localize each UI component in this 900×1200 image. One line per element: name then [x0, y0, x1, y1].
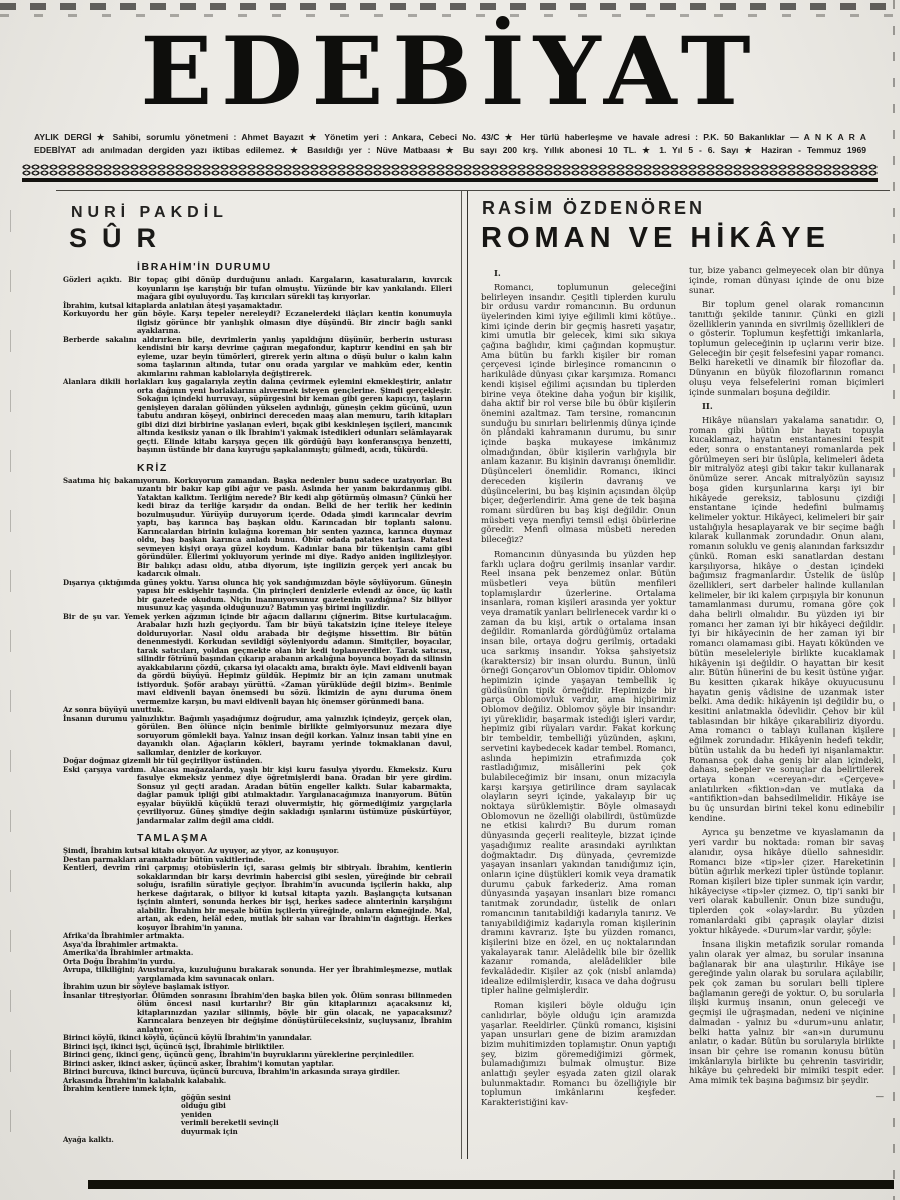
- right-article-title: ROMAN VE HİKÂYE: [481, 222, 830, 255]
- section-heading: İBRAHİM'İN DURUMU: [137, 261, 272, 274]
- paragraph: İbrahim uzun bir söyleve başlamak istiyor.: [63, 982, 230, 992]
- paragraph: İbrahim kentlere inmek için,: [63, 1084, 177, 1094]
- scan-top-edge-marks: [0, 3, 900, 10]
- paragraph: Orta Doğu İbrahim'in yurdu.: [63, 956, 176, 966]
- paragraph: Korkuyordu her gün böyle. Karşı tepeler nereleydi? Eczanelerdeki ilâçları kentin konumuyla ilgisiz görünce bir yanlışlık olmasın diye düşündü. Bir zincir bağlı sanki ayaklarına.: [63, 309, 452, 336]
- paragraph: Bir de şu var. Yemek yerken ağzımın içinde bir ağacın dallarını çiğnerim. Bitse kurtulacağım. Arabalar hızlı hızlı geçiyordu. Tam bir büyü takatsizin içine iteleye iteleye dolduruyorlar. Nasıl oldu arabada bir değişme hissettim. Bir bütün denenmesiydi. Korkudan sevildiği söyleniyordu adamın. Simitçiler, boyacılar, tarak satıcıları, yoldan geçmekte olan bir kedi toplanıverdiler. Tarak satıcısı, silindir fötrünü başından çıkarıp arabanın arkalığına boyunca boyadı da silinsin ayakkabılarını çözdü, çıkarsa iyi olacaktı ama, bıraktı öyle. Mavi eldivenli bayan da gördü büyüyü. Hepimiz güldük. Hepimiz bir an için zamanı unutmak istiyorduk. Şoför arabayı yürüttü. «Zaman yürüklüde değil bizim». Benimle mavi eldivenli bayan önemsedi bu sözü. İkimizin de aynı duruma önem vermemize karşın, bu mavi eldivenli bayan hiç önemser görünmedi bana.: [63, 611, 452, 706]
- paragraph: İnsanlar titreşiyorlar. Ölümden sonrasını İbrahim'den başka bilen yok. Ölüm sonrası bilinmeden ölüm öncesi nasıl kurtarılır? Bir gün kitaplarınızı açacaksınız ki, kitaplarınızdan yazılar silinmiş, böyle bir gün olacak, ne yapacaksınız? Karıncalara benzeyen bir değişime dönüştürüleceksiniz, suçluysanız, İbrahim anlatıyor.: [63, 990, 452, 1034]
- paragraph: Romancının dünyasında bu yüzden hep farklı uçlara doğru gerilmiş insanlar vardır. Reel insana pek benzemez onlar. Bütün müsbetleri veya bütün menfileri toplamışlardır üzerlerine. Ortalama insanlara, roman kişileri arasında yer yoktur veya dramatik yanları belirlenecek vardır ki o zaman da bu kişi, artık o ortalama insan değildir. Romanlarda gördüğümüz ortalama insan bile, ortaya doğru gerilmiş, ortadaki uca sarkmış insandır. Yoksa şahsiyetsiz (karaktersiz) bir insan olurdu. Bunun, ünlü örneği Gonçarov'un Oblomov tipidir. Oblomov hepimizin içinde yaşayan tembellik iç güdüsünün tipik örneğidir. Hepimizde bir parça Oblomovluk vardır, ama hiçbirimiz Oblomov değiliz. Oblomov şöyle bir insandır: iyi yüreklidir, başarmak istediği işleri vardır, hepimiz gibi rüyaları vardır. Fakat korkunç bir tembeldir, tembelliği yüzünden, aşkını, servetini kaybedecek kadar tembel. Romancı, aslında hepimizin etrafımızda çok rastladığımız, misâllerini pek çok bulabileceğimiz bir insanı, onun mizacıyla karşı karşıya getirilince dram sayılacak olayların seyri içinde, yakalayıp bir uç noktaya sürüklemiştir. Böyle olmasaydı Oblomovun ne özelliği olabilirdi, üstümüzde ne etkisi kalırdı? Bu durum roman dünyasında geçerli realiteyle, bizzat içinde yaşadığımız realite arasındaki ayrılıktan doğmaktadır. Dış dünyada, çevremizde yaşayan insanları yakından tanıdığımız için, onların içine düştükleri komik veya dramatik durumu çabuk farkederiz. Ama roman dünyasında yaşayan insanları bize romancı tanıtmak zorundadır, üstelik de onları romancının tanıtabildiği kadarıyla tanırız. Ve tanıyabildiğimiz kadarıyla roman kişilerinin dramını kavrarız. İşte bu yüzden romancı, kişilerini bize en özel, en uç noktalarından yakalayarak tanır. Alelâdelik bile bir özellik kazanır romanda, alelâdelikler bile fevkalâdedir. Kişiler az çok (nisbî anlamda) idealize edilmişlerdir, kısaca ve daha doğrusu tipler haline gelmişlerdir.: [481, 548, 676, 996]
- paragraph: Saatıma hiç bakamıyorum. Korkuyorum zamandan. Başka nedenler bunu sadece uzatıyorlar. Bu uzantı bir bakır kap gibi ağır ve paslı. Aslında her yanım bakırdanmış gibi. Yataktan kalktım. Terliğim nerede? Bir kedi alıp götürmüş olmasın? Çünkü her kedi biraz da terliğe karşıdır da ondan. Belki de her terlik her kedinin bozulmuşudur. Yürüyüp duruyorum içerde. Odada şimdi karıncalar devrim yaptı, baş karınca baş başkan oldu. Karıncadan bir toplantı salonu. Karıncalardan birinin kulağına koreman bir senten yazınca, karınca duymaz oldu, baş başkan karınca anladı bunu. Öbür odada patates tarlası. Patatesi sevmeyen kişiyi oraya güzel koydum. Kadınlar bana bir tükenişin camı gibi göründüler. Ellerimi yokluyorum yerinde mi diye. Radyo aniden ingilizleşiyor. Bir balıkçı adası oldu, atıba diyorum, işte ingilizin gerçek yeri ancak bu kadarcık olmalı.: [63, 475, 452, 579]
- right-article-author: RASİM ÖZDENÖREN: [482, 198, 706, 219]
- right-article-col2: [689, 266, 884, 1146]
- right-article-col1: [481, 266, 676, 1146]
- paragraph: Alanlara dikili horlakları kuş gagalarıyla zeytin dalına çevirmek eylemini ekmekleştirir, anlatır orta dağının yeni horlaklarını alıvermek isteyen gençlerine. Şimdi gerçekleşir. Sokağın içindeki hurruvayı, süpürgesini bir keman gibi geren kapıcıyı, taşların genişleyen daralan gölünden yükselen aydınlığı, güneşin çekim gücünü, uzun tabutu andıran köşeyi, onbirinci dereceden maaş alan memuru, tarih kitapları gibi dizi dizi birbirine yaslanan evleri, bıçak gibi keskinleşen işçileri, mancınık altında kesiksiz yanan o ilk İbrahim'i yakmak istedikleri odunları selâmlayarak geçti. Elinde kitabı karşıya geçen ilk gördüğü bayı konferansçıya benzetti, başının üstünde bir dana kuyruğu şapkalanmıştı; gülmedi, acıdı, tükürdü.: [63, 377, 452, 455]
- paragraph: Destan parmakları aramaktadır bütün vakitlerinde.: [63, 854, 266, 864]
- paragraph: tur, bize yabancı gelmeyecek olan bir dünya içinde, roman dünyası içinde de onu bize sunar.: [689, 266, 884, 295]
- chain-border-ornament: [22, 164, 878, 176]
- paragraph: Bir toplum genel olarak romancının tanıttığı şekilde tanınır. Çünki en gizli özelliklerin yanında en sivrilmiş özellikleri de o gösterir. Toplumun keşfettiği imkanlarla, toplumun geleceğinin ip uçlarını verir bize. Geleceğin bir çeşit felsefesini yapar romancı. Belki hareketli ve dinamik bir filozoflar da. Dünyanın en büyük filozoflarının romancı oluşu veya felsefelerini roman biçimleri içinde sunmaları boşuna değildir.: [689, 299, 884, 397]
- scan-top-edge-marks-2: [0, 14, 900, 17]
- paragraph: Berberde sakalını aldırırken bile, devrimlerin yanlış yapıldığını düşünür, berberin usturası kendisini bir karşı devrime çağıran megafondur, kaptırır kendini en şah bir eyleme, uzar beyin tümörleri, girerek yerin altına o düşü bulur o kalın kalın soma taşlarının altında, tutar onu orada yargılar ve mahkûm eder, kentin akımlarını rahman kablolarıyla değiştirerek.: [63, 334, 452, 378]
- masthead-info-line-1: AYLIK DERGİ ★ Sahibi, sorumlu yönetmeni : Ahmet Bayazıt ★ Yönetim yeri : Ankara, Cebeci No. 43/C ★ Her türlü haberleşme ve havale adresi : P.K. 50 Bakanlıklar — A N K A R A: [34, 132, 866, 143]
- paragraph: Dışarıya çıktığımda güneş yoktu. Yarısı olunca hiç yok sandığımızdan böyle söylüyorum. Güneşin yapısı bir eskişehir taşında. Çin pirinçleri denizlerle evlendi az önce, üç katlı bir gazetede okudum. Niçin inanmıyorsunuz gazetenin yazdığına? Siz biliyor musunuz kaç yaşında olduğunuzu? Batımın yaş birimi ingilizdir.: [63, 577, 452, 613]
- bottom-rule-bar: [88, 1180, 894, 1189]
- paragraph: Şimdi, İbrahim kutsal kitabı okuyor. Az uyuyor, az yiyor, az konuşuyor.: [63, 846, 340, 856]
- page-content: [56, 190, 890, 1159]
- poem-line: duyurmak için: [181, 1126, 238, 1136]
- paragraph: Asya'da İbrahimler artmakta.: [63, 939, 179, 949]
- paragraph: Roman kişileri böyle olduğu için canlıdırlar, böyle olduğu için aramızda yaşarlar. Reeldirler. Çünkü romancı, kişisini yapan unsurları gene de bizim aramızdan bizim muhitimizden toplamıştır. Onun yaptığı şey, bizim göremediğimizi görmek, bulamadığımızı bulmak olmuştur. Bize anlattığı şeyler eşyada zaten gizil olarak bulunmaktadır. Romancı bu özelliğiyle bir toplumun imkânlarını keşfeder. Karakteristiğini kav-: [481, 1000, 676, 1108]
- paragraph: Avrupa, tilkiliğini; Avusturalya, kuzuluğunu bırakarak sonunda. Her yer İbrahimleşmezse, mutlak yargılamada kim savunacak onları.: [63, 965, 452, 983]
- masthead-rule: [22, 178, 878, 182]
- right-article: [467, 191, 890, 1159]
- section-heading: KRİZ: [137, 461, 168, 474]
- paragraph: Gözleri açıktı. Bir topaç gibi dönüp durduğunu anladı. Kargaların, kasaturaların, kıvırcık koyunların işe karıştığı bir tufan olmuştu. Yüzünde bir kav yankılandı. Elleri mağara gibi oyuluyordu. Taş kırıcıları sürekli taş kırıyorlar.: [63, 275, 452, 302]
- paragraph: Birinci genç, ikinci genç, üçüncü genç, İbrahim'in buyruklarını yüreklerine perçinlediler.: [63, 1050, 415, 1060]
- paragraph: Afrika'da İbrahimler artmakta.: [63, 931, 185, 941]
- section-heading: TAMLAŞMA: [137, 832, 210, 845]
- poem-line: yeniden: [181, 1109, 212, 1119]
- left-article: [56, 191, 462, 1159]
- paragraph: Romancı, toplumunun geleceğini belirleyen insandır. Çeşitli tiplerden kurulu bir ordusu vardır romancının. Bu ordunun üyelerinden kimi iyiye eğilimli kimi kötüye.. kimi içinde derin bir geçmiş hasreti yaşatır, kimi umutla bir gelecek, kimi sıkı sıkıya çağına bağlıdır, kimi çağından kopmuştur. Ama bütün bu farklı kişiler bir roman çerçevesi içinde birleşince romancının o harikulâde dünyası çıkar karşımıza. Romancı kendi kişisel eğilimi açısından bu tiplerden birine veya ötekine daha yoğun bir kişilik, daha aktif bir rol verse bile bu öbür kişilerin önemini azaltmaz. Tam tersine, romancının sunduğu bu sınırları belirlenmiş dünya içinde ön plândaki kahramanın durumu, bu sınır içinde başka mukayese imkânımız olmadığından, öbür kişilerin varlığıyla bir anlam kazanır. Bu kişinin davranışı önemlidir. Düşünceleri önemlidir. Romancı, ikinci dereceden kişilerin davranış ve düşüncelerini, bu baş kişinin açısından ölçüp biçer, değerlendirir. Ama gene de tek başına romanı sürdüren bu baş kişi değildir. Onun müsbeti veya menfiyi temsil edişi öbürlerine göredir. Menfi olmasa müsbeti nereden bileceğiz?: [481, 281, 676, 545]
- paragraph: Ayrıca şu benzetme ve kıyaslamanın da yeri vardır bu noktada: roman bir savaş alanıdır, oysa hikâye düello sahnesidir. Romancı bize «tip»ler çizer. Hareketinin bütün ağırlık merkezi tipler üstünde toplanır. Roman kişileri bize tipler sunmak için vardır, hikâyeciyse «tip»ler çizmez. O, tip'i sanki bir veri olarak kabullenir. Onun bize sunduğu, tiplerden çok «olay»lardır. Bu yüzden romanlardaki gibi çapraşık olaylar dizisi yoktur hikâyede. «Durum»lar vardır, şöyle:: [689, 827, 884, 935]
- paragraph: Ayağa kalktı.: [63, 1135, 114, 1145]
- paragraph: Birinci köylü, ikinci köylü, üçüncü köylü İbrahim'in yanındalar.: [63, 1033, 312, 1043]
- paragraph: Birinci burcuva, ikinci burcuva, üçüncü burcuva, İbrahim'in arkasında sıraya girdiler.: [63, 1067, 401, 1077]
- masthead-info-line-2: EDEBİYAT adı anılmadan dergiden yazı iktibas edilemez. ★ Basıldığı yer : Nüve Matbaası ★ Bu sayı 200 krş. Yıllık abonesi 10 TL. ★ 1. Yıl 5 - 6. Sayı ★ Haziran - Temmuz 1969: [34, 145, 866, 156]
- paragraph: Eski çarşıya vardım. Alacası mağazalarda, yaşlı bir kişi kuru fasulya yiyordu. Ekmeksiz. Kuru fasulye ekmeksiz yenmez diye öğretmişlerdi bana. Oradan bir yere girdim. Sonsuz yıl geçti aradan. Aradan bütün engeller kalktı. Sular kabarmakta, dağlar pamuk ipliği gibi atılmaktadır. Yargılanacağımıza inanıyorum. Bütün eşyalar büyüklü küçüklü terazi oluvermiştir, hiç görmediğimiz yargıçlarla çevriliyoruz. Güneş şimdiye değin sakladığı ışınlarını üstümüze püskürtüyor, jandarmalar zalim değil ama ciddi.: [63, 764, 452, 825]
- section-marker: II.: [702, 401, 713, 412]
- paragraph: İnsana ilişkin metafizik sorular romanda yalın olarak yer almaz, bu sorular insanına bağlanarak bir ana ulaştırılır. Hikâye ise gereğinde yalın olarak bu sorulara açılabilir, pek çok zaman bu soruları belli tiplere bağlamanın gereği de yoktur. O, bu sorularla ilişki kurmuş insanın, onun geleceği ve geçmişi ile uğraşmadan, nedeni ve niçinine dalmadan - yalnız bu «durum»unu anlatır, belki hatta yalnız bir «an»ın durumunu anlatır, o kadar. Bütün bu sorularıyla birlikte insan bir çehre ise romanın konusu bütün imkânlarıyla birlikte bu çehrenin tasviridir, hikâye bu çehredeki bir mimiki tespit eder. Ama mimik tek başına bağımsız bir şeydir.: [689, 939, 884, 1086]
- paragraph: Birinci işçi, ikinci işçi, üçüncü işçi, İbrahimle birliktiler.: [63, 1041, 285, 1051]
- paragraph: İbrahim, kutsal kitaplarda anlatılan âteşi yaşamaktadır.: [63, 300, 283, 310]
- right-article-columns: [481, 266, 884, 1146]
- paragraph: Hikâye nüansları yakalama sanatıdır. O, roman gibi bütün bir hayatı topuyla kucaklamaz, hayatın enstantanesini tespit eder, sonra o enstantaneyi romanlarda pek görülmeyen seri bir üslûpla, kelimeleri âdeta bir mitralyöz ateşi gibi takır takır kullanarak önümüze serer. Ancak mitralyözün sayısız boşa giden kurşunlarına karşı iyi bir hikâyede gereksiz, tablosunu çizdiği enstantane içinde hedefini bulmamış kelimeler yoktur. Hikâyeci, kelimeleri bir şair ustalığıyla hesaplayarak ve bir seçime bağlı kılarak kullanmak zorundadır. Onun alanı, romanın soluklu ve geniş alanından farksızdır çünkü. Roman eski sanatlardan destanı karşılıyorsa, hikâye o destan içindeki bağımsız fragmanlardır. Üstelik de üslûp özellikleri, sert darbeler halinde kullanılan kelimeler, bir iki kalem çırpışıyla bir konunun tamamlanması durumu, romana göre çok daha belirli olmalıdır. Bu yüzden iyi bir romancı her zaman iyi bir hikâyeci değildir. İyi bir hikâyecinin de her zaman iyi bir romancı olamaması gibi. Hayatı kökünden ve bütün meseleleriyle birlikte kucaklamak hikâyenin işi değildir. O hayattan bir kesit alır. Bütün hünerini de bu kesit üstüne yığar. Bu kesitten çıkarak hikâye okuyucusunu hayatın geniş vâdisine de uzanmak ister belki. Ama dedik: hikâyenin işi değildir bu, o kesitini anlatmakla ödevlidir. Çehov bir kül tablasından bir hikâye çıkarabiliriz diyordu. Ama romancı o tablayı kullanan kişilere eğilmek zorundadır. Hikâyenin hedefi tekdir, bütün ustalık da bu hedefi iyi nişanlamaktır. Romansa çok daha geniş bir alan içindeki, dahası, sebepler ve sonuçlar da belirtilerek ortaya konan «cereyan»dır. «Çerçeve» anlatılırken «fiktion»dan ve mutlaka da «antifiktion»dan bahsedilmelidir. Hikâye ise bu üç unsurdan birini tekel konu edinebilir kendine.: [689, 414, 884, 823]
- scan-right-edge-marks: [893, 0, 895, 1200]
- paragraph: Amerika'da İbrahimler artmakta.: [63, 948, 194, 958]
- left-article-author: NURİ PAKDİL: [71, 204, 228, 222]
- poem-line: göğün sesini: [181, 1092, 231, 1102]
- left-article-title: SÛR: [69, 223, 172, 254]
- paragraph: Doğar doğmaz gizemli bir tül geçiriliyor üstünden.: [63, 756, 263, 766]
- end-mark: —: [875, 1090, 884, 1101]
- section-marker: I.: [494, 268, 501, 279]
- masthead: [0, 0, 900, 182]
- left-article-sections: [63, 261, 452, 1145]
- poem-line: olduğu gibi: [181, 1101, 226, 1111]
- paragraph: İnsanın durumu yalnızlıktır. Bağımlı yaşadığımız doğrudur, ama yalnızlık içindeyiz, gerçek olan, görülen. Ben ölünce niçin benimle birlikte gelmiyorsunuz mezara diye soruyorum gömlekli baya. Yalnız insan değil korkan. Yalnız insan tabii yine en dayanıklı olan. Ağaçların kökleri, bayramı yerinde tokmaklanan davul, salkımlar, denizler de korkuyor.: [63, 713, 452, 757]
- paragraph: Kentleri, devrim rini çarpmış; otobüslerin içi, sarası gelmiş bir sibiryalı. İbrahim, kentlerin sokaklarından bir karşı devrimin habercisi gibi seslen, yüreğinde bir cebrail soluğu, israfilin süratiyle geçiyor. İbrahim'in avucunda işçilerin hakkı, alıp herkese dağıtarak, o biliyor ki kutsal kitapta yazılı. Başlangıçta kutsanan işçinin alınteri, sonunda herkes bir işçi, herkes sadece alınterinin karşılığını alabilir. İbrahim bir meşale bütün işçilerin yüreğinde, onların ekmeğinde. Mal, artan, ak eden, helâl eden, mutlak bir sahan var İbrahim'in dağıttığı. Herkes koşuyor İbrahim'in yanına.: [63, 863, 452, 932]
- poem-line: verimli bereketli sevinçli: [181, 1118, 279, 1128]
- paragraph: Az sonra büyüyü unuttuk.: [63, 705, 165, 715]
- paragraph: Birinci asker, ikinci asker, üçüncü asker, İbrahim'i komutan yaptılar.: [63, 1058, 334, 1068]
- paragraph: Arkasında İbrahim'in kalabalık kalabalık.: [63, 1075, 227, 1085]
- scan-left-edge-marks: [10, 210, 11, 1160]
- masthead-info: [34, 131, 866, 157]
- magazine-title: EDEBİYAT: [140, 17, 760, 127]
